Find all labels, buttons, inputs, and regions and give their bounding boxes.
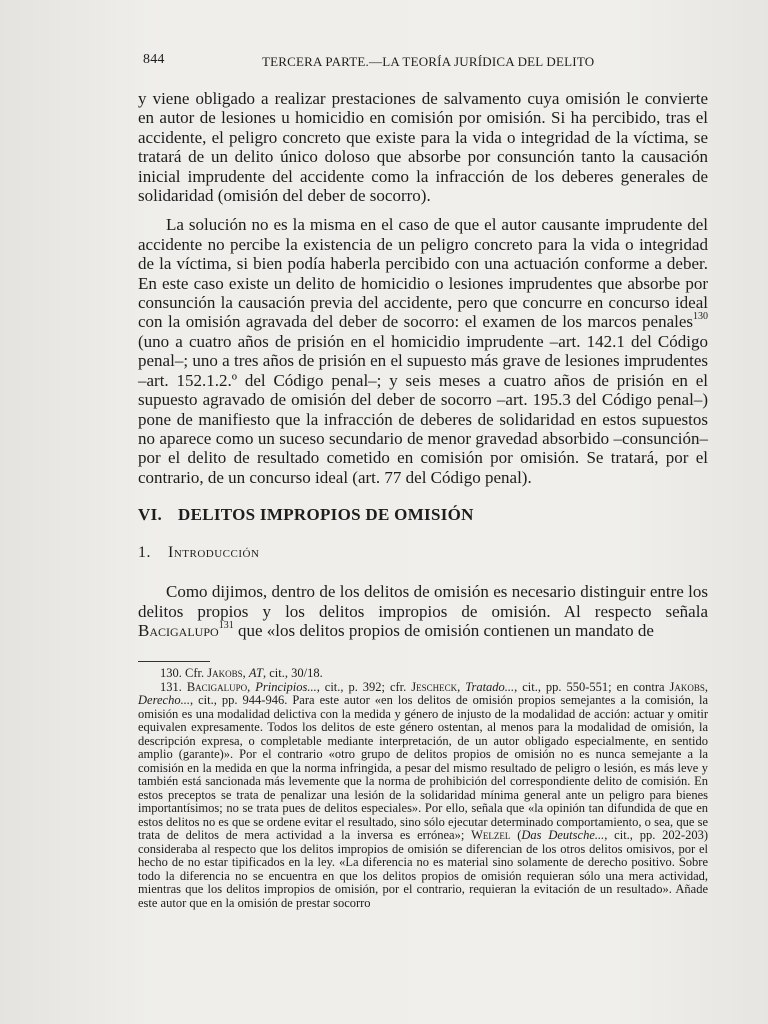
main-text	[138, 89, 708, 487]
subsection-title: Introducción	[168, 544, 260, 561]
section-heading	[138, 505, 708, 525]
footnote-text: , cit., pp. 202-203) consideraba al respecto que los delitos impropios de omisión se diferencian de los otros delitos omisivos, por el hecho de no estar tipificados en la ley. «La diferencia no es material sino solamente de derecho positivo. Sobre todo la diferencia no se encuentra en que los delitos propios de omisión requieran sólo una mera actividad, mientras que los delitos impropios de omisión, por el contrario, requieran la evitación de un resultado». Añade este autor que en la omisión de prestar socorro	[138, 828, 709, 910]
footnote-130	[138, 667, 708, 681]
footnote-separator	[138, 661, 210, 662]
work-title: Derecho...	[138, 693, 190, 707]
footnote-text: (	[510, 828, 522, 842]
footnote-text: 130. Cfr.	[160, 666, 208, 680]
footnote-text: , cit., pp. 944-946. Para este autor «en los delitos de omisión propios semejantes a la comisión, la omisión es una modalidad delictiva con la medida y género de injusto de la modalidad de acción: actuar y omitir equivalen expresamente. Todos los delitos de este género ostentan, al menos para la modalidad de omisión, la descripción expresa, o completable mediante interpretación, de un autor obligado especialmente, en sentido amplio (garante)». Por el contrario «otro grupo de delitos propios de omisión no es nunca semejante a la comisión en la medida en que la norma infringida, a pesar del mismo resultado de peligro o lesión, es más leve y también está sancionada más levemente que la norma de prohibición del correspondiente delito de comisión. En estos preceptos se trata de penalizar una lesión de la solidaridad mínima general ante un peligro para bienes importantísimos; no se trata pues de delitos especiales». Por ello, señala que «la opinión tan difundida de que en estos delitos no es que se ordene evitar el resultado, sino sólo ejecutar determinado comportamiento, o sea, que se trata de delitos de mera actividad a la inversa es errónea»;	[138, 693, 708, 842]
work-title: Principios...	[255, 679, 317, 694]
work-title: Das Deutsche...	[521, 828, 605, 842]
paragraph-text: que «los delitos propios de omisión contienen un mandato de	[233, 621, 654, 640]
footnote-ref-130: 130	[693, 311, 708, 323]
footnote-ref-131: 131	[218, 620, 234, 631]
section-title: DELITOS IMPROPIOS DE OMISIÓN	[178, 505, 474, 524]
footnote-text: ,	[457, 679, 466, 694]
intro-text	[138, 582, 708, 641]
author-name: Welzel	[471, 828, 511, 842]
footnote-text: , cit., pp. 550-551; en contra	[514, 679, 670, 694]
subsection-number: 1.	[138, 544, 151, 561]
paragraph-text: La solución no es la misma en el caso de que el autor causante imprudente del accidente no percibe la existencia de un peligro concreto para la vida o integridad de la víctima, si bien podía haberla percibido con una actuación conforme a deber. En este caso existe un delito de homicidio o lesiones imprudentes que absorbe por consunción la causación previa del accidente, pero que concurre en concurso ideal con la omisión agravada del deber de socorro: el examen de los marcos penales	[138, 215, 708, 332]
footnote-text: ,	[247, 679, 256, 694]
page-number: 844	[143, 52, 165, 67]
section-number: VI.	[138, 505, 163, 524]
running-title: TERCERA PARTE.—LA TEORÍA JURÍDICA DEL DELITO	[262, 54, 595, 69]
footnote-text: 131.	[160, 679, 187, 694]
footnote-text: , cit., p. 392; cfr.	[316, 679, 412, 694]
work-title: Tratado...	[465, 679, 515, 694]
footnote-text: ,	[704, 679, 709, 694]
paragraph-text: Como dijimos, dentro de los delitos de omisión es necesario distinguir entre los delitos propios y los delitos impropios de omisión. Al respecto señala	[138, 582, 708, 621]
footnote-text: ,	[242, 666, 249, 680]
author-name: Jescheck	[411, 679, 458, 694]
work-title: AT	[248, 666, 263, 680]
subsection-heading	[138, 544, 708, 562]
paragraph-continuation: y viene obligado a realizar prestaciones de salvamento cuya omisión le convierte en autor de lesiones u homicidio en comisión por omisión. Si ha percibido, tras el accidente, el peligro concreto que existe para la vida o integridad de la víctima, se tratará de un delito único doloso que absorbe por consunción tanto la causación inicial imprudente del accidente como la infracción de los deberes generales de solidaridad (omisión del deber de socorro).	[138, 89, 708, 206]
footnote-text: , cit., 30/18.	[262, 666, 323, 680]
paragraph-text: (uno a cuatro años de prisión en el homicidio imprudente –art. 142.1 del Código penal–; uno a tres años de prisión en el supuesto más grave de lesiones imprudentes –art. 152.1.2.º del Código penal–; y seis meses a cuatro años de prisión en el supuesto agravado de omisión del deber de socorro –art. 195.3 del Código penal–) pone de manifiesto que la infracción de deberes de solidaridad en estos supuestos no aparece como un suceso secundario de menor gravedad absorbido –consunción– por el delito de resultado cometido en comisión por omisión. Se tratará, por el contrario, de un concurso ideal (art. 77 del Código penal).	[138, 331, 708, 487]
author-name: Jakobs	[207, 666, 243, 680]
paragraph-intro	[138, 582, 708, 641]
author-name: Jakobs	[669, 679, 705, 694]
footnote-131	[138, 681, 708, 911]
paragraph-solution	[138, 215, 708, 487]
author-name: Bacigalupo	[138, 621, 219, 640]
author-name: Bacigalupo	[186, 679, 248, 694]
footnotes	[138, 667, 708, 910]
